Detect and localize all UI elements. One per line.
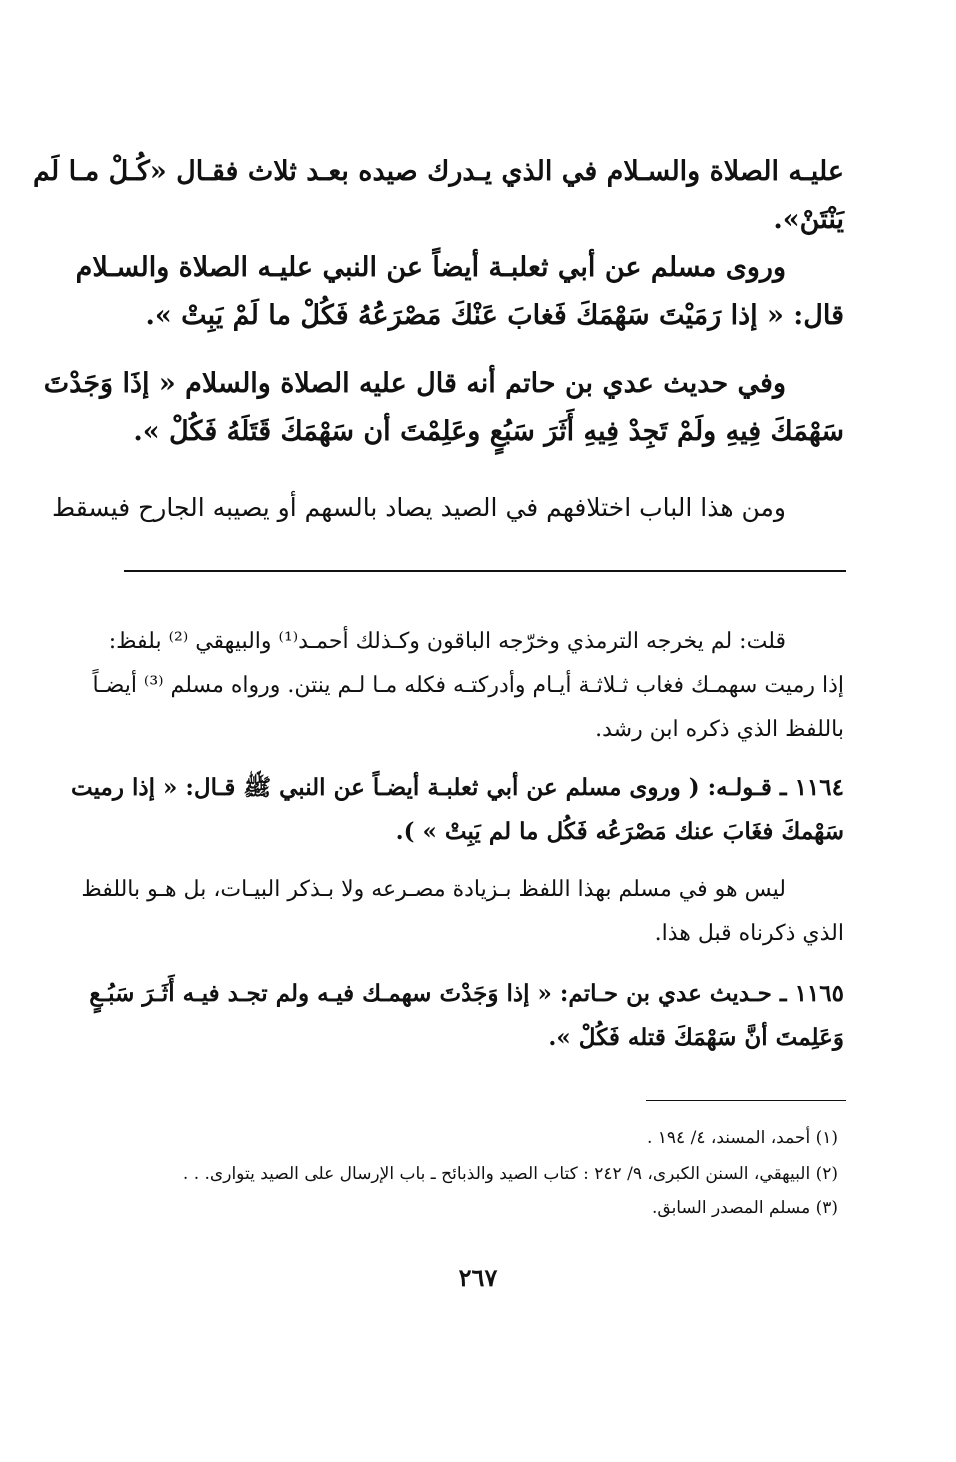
commentary-4-line1: ١١٦٥ ـ حـديث عدي بن حـاتم: « إذا وَجَدْتَ سهمـك فيـه ولم تجـد فيـه أَثَـرَ سَبُـعٍ	[89, 980, 844, 1007]
commentary-2-line1: ١١٦٤ ـ قـولـه: ( وروى مسلم عن أبي ثعلبـة أيضـاً عن النبي ﷺ قـال: « إذا رميت	[71, 774, 844, 801]
commentary-3-line2: الذي ذكرناه قبل هذا.	[654, 921, 844, 946]
footnote-divider	[646, 1100, 846, 1101]
main-para2-line2: قال: « إذا رَمَيْتَ سَهْمَكَ فَغابَ عَنْكَ مَصْرَعُهُ فَكُلْ ما لَمْ يَبِتْ ».	[145, 300, 844, 331]
commentary-3-line1: ليس هو في مسلم بهذا اللفظ بـزيادة مصـرعه ولا بـذكر البيـات، بل هـو باللفظ	[81, 877, 786, 902]
main-para2-line1: وروى مسلم عن أبي ثعلبـة أيضاً عن النبي عليـه الصلاة والسـلام	[75, 252, 786, 283]
commentary-2-line2: سَهْمكَ فغَابَ عنك مَصْرَعُه فَكُل ما لم يَبِتْ » ).	[395, 818, 844, 845]
commentary-1-line1: قلت: لم يخرجه الترمذي وخرّجه الباقون وكـذلك أحمـد⁽¹⁾ والبيهقي ⁽²⁾ بلفظ:	[108, 629, 786, 654]
commentary-4-line2: وَعَلِمتَ أنَّ سَهْمَكَ قتله فَكُلْ ».	[548, 1024, 844, 1051]
footnote-3: (٣) مسلم المصدر السابق.	[651, 1198, 838, 1218]
footnote-2: (٢) البيهقي، السنن الكبرى، ٩/ ٢٤٢ : كتاب الصيد والذبائح ـ باب الإرسال على الصيد يتوارى. . .	[182, 1164, 838, 1184]
commentary-1-line3: باللفظ الذي ذكره ابن رشد.	[595, 717, 844, 742]
commentary-1-line2: إذا رميت سهمـك فغاب ثـلاثـة أيـام وأدركتـه فكله مـا لـم ينتن. ورواه مسلم ⁽³⁾ أيضـاً	[92, 673, 844, 698]
main-para1-line1: عليـه الصلاة والسـلام في الذي يـدرك صيده بعـد ثلاث فقـال «كُـلْ مـا لَم	[33, 156, 844, 187]
section-divider	[124, 570, 846, 572]
footnote-1: (١) أحمد، المسند، ٤/ ١٩٤ .	[646, 1128, 838, 1148]
main-para1-line2: يَنْتَنْ».	[773, 204, 844, 235]
page-number: ٢٦٧	[458, 1263, 498, 1292]
main-para3-line1: وفي حديث عدي بن حاتم أنه قال عليه الصلاة والسلام « إذَا وَجَدْتَ	[43, 368, 786, 399]
main-para3-line2: سَهْمَكَ فِيهِ ولَمْ تَجِدْ فِيهِ أَثَرَ سَبُعٍ وعَلِمْتَ أن سَهْمَكَ قَتَلَهُ فَكُلْ ».	[133, 416, 844, 447]
main-para4-line1: ومن هذا الباب اختلافهم في الصيد يصاد بالسهم أو يصيبه الجارح فيسقط	[52, 493, 786, 522]
